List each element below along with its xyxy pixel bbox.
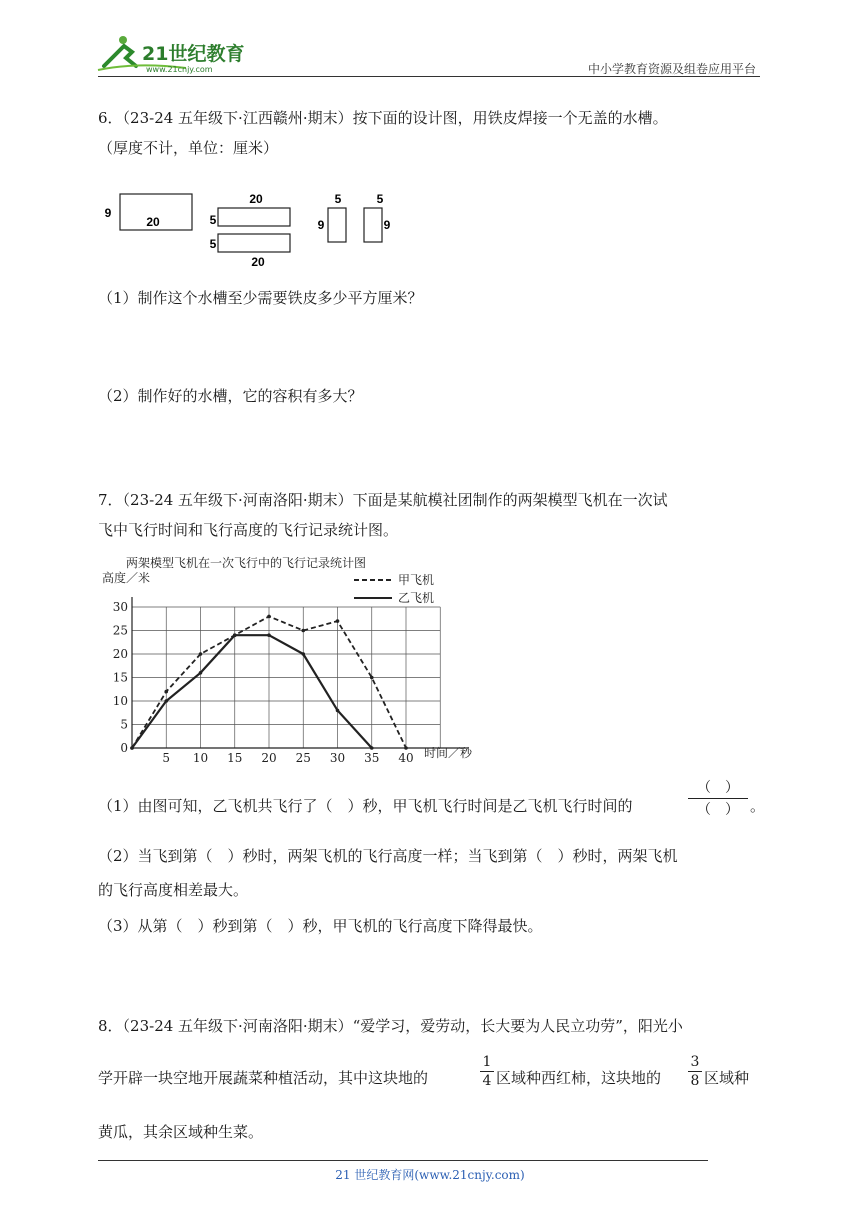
y-tick-label: 20 xyxy=(112,647,128,661)
y-tick-label: 5 xyxy=(120,717,128,732)
flight-record-chart xyxy=(96,552,496,772)
tank-net-diagram xyxy=(98,182,398,274)
data-point xyxy=(164,699,168,703)
x-tick-label: 20 xyxy=(261,751,277,765)
left-width-label: 5 xyxy=(334,192,342,206)
q8-fraction-three-eighths xyxy=(688,1053,702,1090)
chart-title: 两架模型飞机在一次飞行中的飞行记录统计图 xyxy=(126,556,367,570)
front-width-label: 20 xyxy=(249,192,263,206)
data-point xyxy=(301,652,305,656)
right-height-label: 9 xyxy=(383,218,391,232)
footer-text: 21 世纪教育网(www.21cnjy.com) xyxy=(335,1168,525,1182)
front-height-label: 5 xyxy=(209,213,217,227)
front-panel xyxy=(218,208,290,226)
x-tick-label: 40 xyxy=(398,751,414,765)
q6-line1: 6．（23-24 五年级下·江西赣州·期末）按下面的设计图，用铁皮焊接一个无盖的水槽。 xyxy=(98,109,668,127)
right-width-label: 5 xyxy=(376,192,384,206)
q8-line2a: 学开辟一块空地开展蔬菜种植活动，其中这块地的 xyxy=(98,1069,429,1087)
logo-text: 21世纪教育 xyxy=(142,43,245,65)
header-divider xyxy=(98,76,760,77)
q6-sub1: （1）制作这个水槽至少需要铁皮多少平方厘米？ xyxy=(98,289,423,307)
data-point xyxy=(199,671,203,675)
frac2-numerator: 3 xyxy=(690,1054,700,1070)
legend-label: 甲飞机 xyxy=(398,573,435,587)
left-height-label: 9 xyxy=(317,218,325,232)
q6-line2: （厚度不计，单位：厘米） xyxy=(98,139,279,157)
q7-sub1-end: 。 xyxy=(750,797,766,815)
data-point xyxy=(267,615,271,619)
right-panel xyxy=(364,208,382,242)
footer-divider xyxy=(98,1160,708,1161)
chart-ticks xyxy=(113,600,414,765)
data-point xyxy=(301,629,305,633)
q8-line1: 8．（23-24 五年级下·河南洛阳·期末）“爱学习，爱劳动，长大要为人民立功劳”，阳光小 xyxy=(98,1017,683,1035)
data-point xyxy=(130,746,134,750)
y-axis-label: 高度／米 xyxy=(102,571,151,585)
y-tick-label: 15 xyxy=(112,670,128,685)
legend-label: 乙飞机 xyxy=(398,591,435,605)
left-panel xyxy=(328,208,346,242)
q8-line3: 黄瓜，其余区域种生菜。 xyxy=(98,1123,264,1141)
q7-sub2a: （2）当飞到第（ ）秒时，两架飞机的飞行高度一样；当飞到第（ ）秒时，两架飞机 xyxy=(98,847,678,865)
back-panel xyxy=(218,234,290,252)
data-point xyxy=(370,746,374,750)
back-width-label: 20 xyxy=(251,255,265,269)
logo xyxy=(96,32,266,76)
data-point xyxy=(336,619,340,623)
data-point xyxy=(164,690,168,694)
platform-name: 中小学教育资源及组卷应用平台 xyxy=(587,62,756,76)
x-tick-label: 30 xyxy=(329,751,346,765)
q7-sub3: （3）从第（ ）秒到第（ ）秒，甲飞机的飞行高度下降得最快。 xyxy=(98,917,543,935)
y-tick-label: 25 xyxy=(112,623,128,638)
fraction-numerator: （ ） xyxy=(697,780,739,796)
back-height-label: 5 xyxy=(209,237,217,251)
x-axis-label: 时间／秒 xyxy=(424,746,473,760)
x-tick-label: 15 xyxy=(227,751,243,765)
frac1-denominator: 4 xyxy=(480,1071,494,1090)
q7-sub2b: 的飞行高度相差最大。 xyxy=(98,881,249,899)
frac2-denominator: 8 xyxy=(688,1071,702,1090)
chart-legend xyxy=(354,572,434,605)
q7-line2: 飞中飞行时间和飞行高度的飞行记录统计图。 xyxy=(98,521,399,539)
q7-line1: 7．（23-24 五年级下·河南洛阳·期末）下面是某航模社团制作的两架模型飞机在一次试 xyxy=(98,491,668,509)
x-tick-label: 35 xyxy=(364,751,380,765)
data-point xyxy=(199,652,203,656)
data-point xyxy=(233,633,237,637)
x-tick-label: 5 xyxy=(162,751,171,765)
bottom-width-label: 20 xyxy=(146,215,160,229)
bottom-height-label: 9 xyxy=(104,206,112,220)
q8-line2c: 区域种 xyxy=(704,1069,750,1087)
x-tick-label: 10 xyxy=(192,751,209,765)
q8-fraction-one-quarter xyxy=(480,1053,494,1090)
q8-line2b: 区域种西红柿，这块地的 xyxy=(496,1069,662,1087)
y-tick-label: 0 xyxy=(120,741,128,755)
fraction-denominator: （ ） xyxy=(688,798,748,821)
q6-sub2: （2）制作好的水槽，它的容积有多大？ xyxy=(98,387,363,405)
q7-sub1-fraction xyxy=(688,778,748,821)
frac1-numerator: 1 xyxy=(482,1054,492,1070)
data-point xyxy=(404,746,408,750)
y-tick-label: 30 xyxy=(112,600,128,614)
x-tick-label: 25 xyxy=(295,751,311,765)
q7-sub1: （1）由图可知，乙飞机共飞行了（ ）秒，甲飞机飞行时间是乙飞机飞行时间的 xyxy=(98,797,633,815)
data-point xyxy=(336,709,340,713)
data-point xyxy=(370,676,374,680)
y-tick-label: 10 xyxy=(112,694,128,708)
data-point xyxy=(267,633,271,637)
logo-url: www.21cnjy.com xyxy=(146,65,213,74)
